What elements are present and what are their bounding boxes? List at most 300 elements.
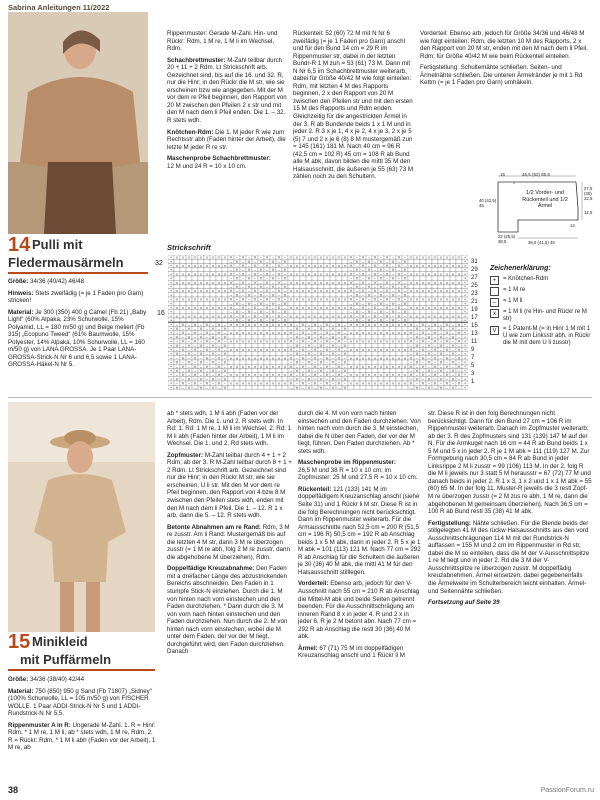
svg-text:V: V [331, 360, 335, 365]
svg-text:x: x [392, 348, 394, 352]
svg-text:–: – [452, 339, 454, 344]
svg-text:x: x [368, 348, 370, 352]
svg-text:V: V [181, 364, 185, 369]
svg-text:x: x [350, 322, 352, 327]
svg-text:+: + [463, 297, 467, 302]
svg-text:–: – [386, 268, 388, 273]
svg-text:x: x [386, 339, 388, 344]
svg-text:V: V [235, 276, 239, 281]
svg-text:x: x [254, 331, 256, 336]
svg-text:–: – [266, 268, 268, 273]
svg-text:x: x [230, 348, 232, 352]
svg-text:V: V [349, 297, 353, 302]
svg-text:x: x [248, 381, 250, 386]
svg-text:–: – [182, 360, 184, 365]
svg-text:x: x [206, 264, 208, 268]
svg-text:V: V [241, 289, 245, 294]
svg-text:–: – [404, 314, 406, 319]
svg-text:x: x [368, 373, 370, 378]
svg-text:x: x [242, 364, 244, 369]
svg-text:+: + [463, 268, 467, 273]
svg-text:V: V [295, 343, 299, 348]
svg-text:x: x [368, 381, 370, 386]
svg-text:–: – [344, 356, 346, 361]
svg-text:V: V [433, 348, 437, 352]
svg-text:–: – [176, 331, 178, 336]
svg-text:x: x [362, 348, 364, 352]
svg-text:x: x [332, 314, 334, 319]
svg-text:x: x [242, 373, 244, 378]
svg-text:+: + [169, 335, 173, 340]
svg-text:V: V [223, 360, 227, 365]
svg-text:x: x [176, 306, 178, 310]
svg-text:x: x [320, 314, 322, 319]
svg-text:x: x [308, 289, 310, 294]
svg-text:V: V [451, 352, 455, 357]
svg-text:V: V [421, 381, 425, 386]
svg-text:x: x [260, 339, 262, 344]
svg-text:V: V [361, 280, 365, 285]
svg-text:–: – [422, 327, 424, 331]
svg-text:x: x [218, 280, 220, 285]
svg-text:–: – [356, 289, 358, 294]
svg-text:x: x [356, 339, 358, 344]
svg-text:–: – [182, 369, 184, 373]
svg-text:+: + [463, 343, 467, 348]
svg-text:+: + [463, 360, 467, 365]
svg-text:x: x [386, 356, 388, 361]
svg-text:–: – [416, 373, 418, 378]
svg-text:V: V [271, 268, 275, 273]
svg-text:–: – [452, 373, 454, 378]
svg-text:V: V [283, 285, 287, 289]
svg-text:V: V [415, 385, 419, 390]
svg-text:–: – [458, 369, 460, 373]
schematic-right-a: 27,5 (30) 32,5 [584, 186, 593, 201]
svg-text:–: – [302, 352, 304, 357]
svg-text:x: x [236, 373, 238, 378]
aermel15-title: Ärmel: [298, 644, 318, 652]
svg-text:–: – [458, 335, 460, 340]
svg-text:+: + [169, 381, 173, 386]
svg-text:x: x [254, 339, 256, 344]
svg-text:V: V [307, 327, 311, 331]
svg-text:–: – [386, 301, 388, 306]
svg-text:–: – [326, 343, 328, 348]
svg-text:x: x [296, 306, 298, 310]
svg-text:V: V [427, 369, 431, 373]
zopf-text: M-Zahl teilbar durch 4 + 1 + 2 Rdm; ab der 3. R M-Zahl teilbar durch 8 + 1 + 2 Rdm. Lt Strickschrift arb. Gezeichnet sind nur die Hinr; in den Rückr M str, wie sie erscheinen, U li str. Mit den M vor dem re Pfeil beginnen, den Rapport von 4 bzw 8 M zwischen den Pfeilen stets wdh, enden mit den M nach dem li Pfeil. Die 1. – 12. R 1 x arb, dann die 5. – 12. R stets wdh. [167, 451, 292, 520]
svg-text:–: – [266, 259, 268, 264]
svg-text:–: – [248, 314, 250, 319]
hinweis-label: Hinweis: [8, 289, 34, 297]
svg-text:x: x [422, 314, 424, 319]
svg-text:–: – [176, 339, 178, 344]
svg-text:V: V [247, 318, 251, 323]
svg-text:x: x [368, 322, 370, 327]
svg-text:x: x [194, 314, 196, 319]
svg-text:–: – [392, 297, 394, 302]
svg-text:x: x [296, 314, 298, 319]
svg-text:V: V [199, 369, 203, 373]
svg-text:–: – [272, 289, 274, 294]
svg-text:x: x [368, 331, 370, 336]
svg-text:–: – [302, 360, 304, 365]
svg-text:–: – [404, 272, 406, 277]
svg-text:V: V [445, 322, 449, 327]
svg-text:V: V [247, 276, 251, 281]
svg-text:–: – [272, 306, 274, 310]
rippen15-cont: ab * stets wdh, 1 M li abh (Faden vor der Arbeit), Rdm. Die 1. und 2. R stets wdh. In Rd: 1. Rd: 1 M re, 1 M li im Wechsel. 2. Rd: 1 M li abh (Faden hinter der Arbeit), 1 M li im Wechsel. Die 1. und 2. Rd stets wdh. [167, 410, 292, 448]
svg-text:V: V [217, 364, 221, 369]
svg-text:x: x [290, 255, 292, 260]
svg-text:–: – [182, 335, 184, 340]
svg-text:V: V [349, 264, 353, 268]
svg-text:–: – [308, 364, 310, 369]
svg-text:x: x [422, 280, 424, 285]
svg-text:V: V [397, 306, 401, 310]
svg-text:–: – [290, 352, 292, 357]
svg-text:V: V [229, 306, 233, 310]
svg-text:+: + [169, 310, 173, 315]
svg-text:–: – [254, 285, 256, 289]
svg-text:–: – [422, 343, 424, 348]
svg-text:+: + [463, 264, 467, 268]
svg-text:+: + [463, 276, 467, 281]
svg-text:x: x [266, 356, 268, 361]
svg-text:V: V [391, 259, 395, 264]
svg-text:x: x [404, 348, 406, 352]
svg-text:x: x [458, 255, 460, 260]
svg-text:x: x [452, 289, 454, 294]
svg-text:V: V [259, 285, 263, 289]
svg-text:x: x [242, 381, 244, 386]
svg-text:–: – [446, 377, 448, 382]
svg-text:–: – [386, 276, 388, 281]
svg-text:–: – [224, 331, 226, 336]
svg-text:V: V [187, 360, 191, 365]
fertig15-title: Fertigstellung: [428, 519, 471, 527]
svg-text:–: – [224, 373, 226, 378]
svg-text:–: – [308, 322, 310, 327]
svg-text:x: x [278, 356, 280, 361]
svg-text:V: V [349, 272, 353, 277]
svg-text:+: + [169, 297, 173, 302]
svg-text:+: + [169, 289, 173, 294]
svg-text:V: V [409, 331, 413, 336]
svg-text:–: – [236, 289, 238, 294]
svg-text:V: V [229, 289, 233, 294]
svg-text:x: x [404, 339, 406, 344]
svg-text:x: x [182, 297, 184, 302]
svg-text:x: x [266, 322, 268, 327]
fortsetzung: Fortsetzung auf Seite 39 [428, 599, 500, 607]
svg-text:x: x [374, 356, 376, 361]
svg-text:V: V [325, 339, 329, 344]
svg-text:–: – [272, 280, 274, 285]
svg-text:x: x [314, 314, 316, 319]
svg-text:+: + [463, 377, 467, 382]
svg-text:x: x [284, 322, 286, 327]
svg-text:V: V [397, 264, 401, 268]
svg-text:–: – [458, 352, 460, 357]
svg-text:x: x [404, 322, 406, 327]
pattern-title-14-line1: Pulli mit [32, 237, 83, 252]
svg-text:–: – [398, 285, 400, 289]
svg-text:+: + [463, 310, 467, 315]
svg-text:x: x [428, 255, 430, 260]
svg-text:–: – [272, 264, 274, 268]
svg-text:x: x [458, 280, 460, 285]
svg-text:–: – [314, 385, 316, 390]
svg-text:+: + [169, 356, 173, 361]
svg-text:V: V [307, 369, 311, 373]
svg-text:–: – [224, 339, 226, 344]
svg-text:x: x [266, 364, 268, 369]
svg-text:V: V [421, 331, 425, 336]
svg-text:V: V [361, 297, 365, 302]
svg-text:–: – [308, 373, 310, 378]
svg-text:x: x [338, 264, 340, 268]
svg-text:–: – [428, 348, 430, 352]
svg-text:x: x [374, 339, 376, 344]
svg-text:–: – [446, 360, 448, 365]
svg-text:V: V [241, 297, 245, 302]
svg-text:+: + [463, 293, 467, 298]
svg-text:V: V [445, 381, 449, 386]
svg-text:V: V [187, 352, 191, 357]
svg-text:V: V [205, 373, 209, 378]
svg-text:V: V [325, 364, 329, 369]
svg-text:x: x [380, 373, 382, 378]
maschenprobe-title: Maschenprobe Schachbrettmuster: [167, 155, 271, 163]
svg-text:V: V [199, 327, 203, 331]
svg-text:V: V [283, 318, 287, 323]
svg-text:x: x [278, 331, 280, 336]
svg-text:V: V [241, 264, 245, 268]
photo-minidress [8, 402, 155, 632]
svg-text:V: V [241, 280, 245, 285]
svg-text:V: V [367, 268, 371, 273]
svg-text:–: – [218, 369, 220, 373]
svg-text:–: – [428, 373, 430, 378]
svg-text:–: – [422, 360, 424, 365]
svg-text:x: x [332, 289, 334, 294]
svg-text:x: x [446, 280, 448, 285]
svg-text:V: V [181, 356, 185, 361]
svg-text:+: + [169, 343, 173, 348]
chart-row-number: 19 [471, 307, 478, 313]
svg-text:x: x [428, 306, 430, 310]
watermark: PassionForum.ru [540, 787, 594, 794]
svg-text:x: x [278, 322, 280, 327]
svg-text:–: – [440, 322, 442, 327]
svg-text:V: V [187, 369, 191, 373]
svg-text:–: – [212, 364, 214, 369]
svg-text:–: – [356, 264, 358, 268]
svg-text:–: – [404, 306, 406, 310]
svg-text:–: – [278, 259, 280, 264]
svg-text:V: V [187, 327, 191, 331]
chart-row-number: 27 [471, 275, 478, 281]
svg-text:x: x [230, 322, 232, 327]
svg-text:+: + [463, 339, 467, 344]
svg-text:–: – [284, 280, 286, 285]
svg-text:x: x [230, 364, 232, 369]
ruecken15-title: Rückenteil: [298, 485, 332, 493]
svg-text:V: V [259, 318, 263, 323]
svg-text:x: x [182, 264, 184, 268]
svg-text:V: V [385, 272, 389, 277]
svg-text:–: – [368, 306, 370, 310]
svg-text:x: x [416, 264, 418, 268]
svg-text:V: V [421, 373, 425, 378]
svg-text:V: V [325, 381, 329, 386]
svg-text:x: x [422, 289, 424, 294]
chart-row-number: 29 [471, 267, 478, 273]
svg-text:–: – [314, 343, 316, 348]
svg-text:–: – [218, 360, 220, 365]
svg-text:x: x [272, 373, 274, 378]
svg-text:–: – [350, 293, 352, 298]
svg-text:x: x [374, 331, 376, 336]
svg-text:x: x [416, 289, 418, 294]
svg-text:x: x [314, 280, 316, 285]
svg-text:–: – [266, 318, 268, 323]
svg-text:–: – [398, 268, 400, 273]
svg-text:–: – [326, 327, 328, 331]
svg-text:V: V [433, 322, 437, 327]
svg-text:x: x [230, 331, 232, 336]
svg-text:–: – [332, 364, 334, 369]
svg-text:–: – [260, 280, 262, 285]
svg-text:x: x [248, 339, 250, 344]
svg-text:x: x [344, 280, 346, 285]
legend-symbol: + [490, 276, 499, 285]
svg-text:x: x [212, 306, 214, 310]
svg-text:V: V [295, 360, 299, 365]
svg-text:x: x [224, 272, 226, 277]
svg-text:V: V [193, 339, 197, 344]
svg-text:V: V [397, 280, 401, 285]
svg-text:x: x [218, 255, 220, 260]
pattern14-col4 [420, 30, 590, 168]
svg-text:x: x [194, 255, 196, 260]
material15-label: Material: [8, 687, 34, 695]
svg-text:–: – [302, 369, 304, 373]
svg-text:V: V [223, 369, 227, 373]
svg-text:x: x [356, 373, 358, 378]
svg-text:–: – [224, 348, 226, 352]
svg-text:–: – [242, 259, 244, 264]
svg-text:V: V [187, 335, 191, 340]
svg-text:–: – [284, 272, 286, 277]
aermel15-cont: str. Diese R ist in den folg Berechnungen nicht berücksichtigt. Dann für den Bund 27 cm = 106 R im Rippenmuster weiterarb. Danach im Zopfmuster weiterarb; ab der 3. R des Zopfmusters sind 131 (139) 147 M auf der N. Für die Armkugel nach 16 cm = 44 R ab Bund beids 1 x 5 M und 5 x in jeder 2. R je 1 M abk = 111 (119) 127 M. Zur Formgebung nach 30,5 cm = 84 R ab Bund in jeder Linksrippe 2 M li zusstr = 99 (106) 113 M. In der 2. folg R die M li jeweils nur 3 statt 5 M herausstr = 67 (72) 77 M und danach beids in jeder 2. R 1 x 3, 1 x 2 und 1 x 1 M abk = 55 (60) 65 M. In der folg 11. Muster-R jeweils die 3 restl Zopf-M re überzogen zusstr (= 2 M zus re abh, 1 M re, dann die abgehobenen M gemeinsam überziehen). Nach 36,5 cm = 100 R ab Bund restl 35 (38) 41 M abk. [428, 410, 592, 516]
svg-text:x: x [368, 356, 370, 361]
svg-text:V: V [331, 327, 335, 331]
svg-text:V: V [355, 293, 359, 298]
svg-text:x: x [398, 322, 400, 327]
mprobe15-title: Maschenprobe im Rippenmuster: [298, 459, 396, 467]
svg-text:–: – [368, 314, 370, 319]
svg-text:x: x [380, 348, 382, 352]
svg-text:V: V [283, 310, 287, 315]
svg-text:V: V [283, 268, 287, 273]
svg-text:V: V [175, 385, 179, 390]
svg-text:V: V [307, 385, 311, 390]
svg-text:–: – [416, 322, 418, 327]
svg-text:–: – [320, 322, 322, 327]
svg-text:–: – [332, 331, 334, 336]
svg-text:–: – [182, 343, 184, 348]
svg-text:V: V [223, 385, 227, 390]
svg-text:x: x [218, 306, 220, 310]
svg-text:–: – [344, 381, 346, 386]
svg-text:V: V [175, 343, 179, 348]
svg-text:–: – [338, 385, 340, 390]
svg-text:V: V [289, 348, 293, 352]
svg-text:+: + [463, 331, 467, 336]
svg-text:–: – [440, 339, 442, 344]
svg-text:x: x [296, 255, 298, 260]
svg-text:–: – [230, 285, 232, 289]
svg-text:+: + [463, 352, 467, 357]
svg-text:V: V [181, 373, 185, 378]
svg-text:x: x [296, 289, 298, 294]
svg-text:–: – [404, 280, 406, 285]
svg-text:–: – [236, 264, 238, 268]
svg-text:–: – [434, 352, 436, 357]
svg-text:x: x [194, 297, 196, 302]
svg-text:x: x [314, 272, 316, 277]
svg-text:x: x [188, 297, 190, 302]
svg-text:–: – [290, 377, 292, 382]
svg-text:x: x [362, 322, 364, 327]
svg-text:–: – [236, 314, 238, 319]
svg-text:x: x [428, 314, 430, 319]
svg-text:x: x [176, 314, 178, 319]
svg-text:–: – [242, 301, 244, 306]
pattern-number-15: 15 [8, 631, 31, 653]
svg-text:–: – [452, 322, 454, 327]
svg-text:–: – [290, 369, 292, 373]
svg-text:V: V [307, 377, 311, 382]
svg-text:x: x [236, 381, 238, 386]
svg-text:V: V [181, 348, 185, 352]
svg-text:V: V [289, 364, 293, 369]
svg-text:V: V [457, 381, 461, 386]
svg-text:–: – [278, 268, 280, 273]
svg-text:–: – [356, 280, 358, 285]
svg-text:V: V [415, 369, 419, 373]
svg-text:V: V [439, 327, 443, 331]
svg-text:–: – [434, 343, 436, 348]
svg-text:–: – [176, 373, 178, 378]
svg-text:–: – [452, 331, 454, 336]
svg-text:V: V [331, 369, 335, 373]
svg-text:x: x [362, 339, 364, 344]
svg-text:x: x [176, 297, 178, 302]
svg-text:–: – [230, 276, 232, 281]
svg-text:x: x [254, 364, 256, 369]
svg-text:x: x [452, 306, 454, 310]
svg-text:V: V [211, 360, 215, 365]
svg-text:–: – [308, 331, 310, 336]
svg-text:V: V [265, 297, 269, 302]
svg-text:V: V [373, 272, 377, 277]
svg-text:x: x [428, 264, 430, 268]
svg-text:V: V [367, 293, 371, 298]
